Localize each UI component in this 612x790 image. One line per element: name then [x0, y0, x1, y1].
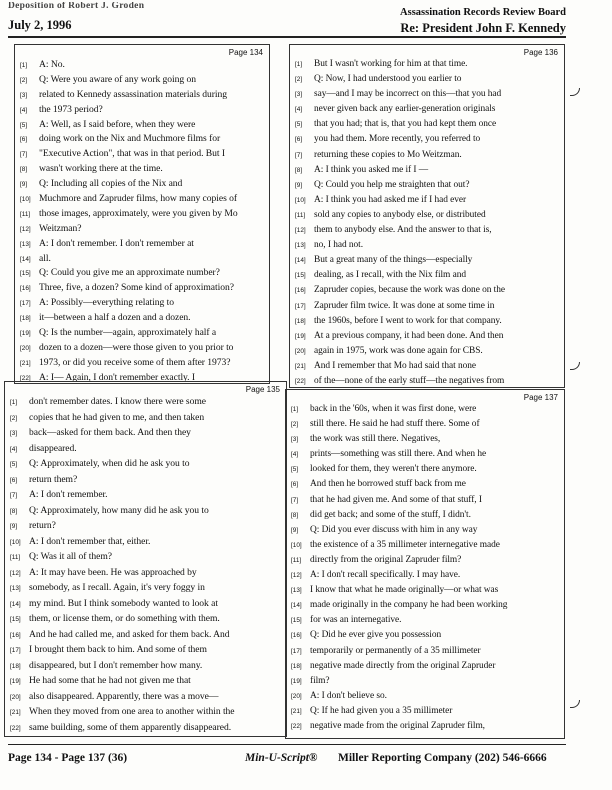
transcript-line — [10, 520, 282, 536]
transcript-line — [291, 449, 560, 464]
transcript-line — [10, 443, 282, 459]
transcript-line — [291, 615, 560, 630]
line-number: [4] — [295, 106, 303, 114]
line-number: [3] — [10, 430, 18, 437]
transcript-line — [291, 419, 560, 434]
line-text: A: I— Again, I don't remember exactly. I — [39, 371, 196, 383]
line-number: [22] — [20, 374, 31, 382]
line-text: directly from the original Zapruder film? — [310, 554, 462, 565]
transcript-lines — [20, 59, 265, 387]
transcript-line — [291, 495, 560, 510]
line-number: [19] — [291, 677, 302, 685]
transcript-line — [10, 598, 282, 614]
transcript-line — [10, 427, 282, 443]
line-number: [21] — [10, 709, 21, 716]
line-text: prints—something was still there. And when he — [310, 449, 487, 460]
transcript-line — [295, 225, 560, 240]
transcript-lines — [291, 404, 560, 736]
line-text: the 1960s, before I went to work for that company. — [314, 315, 502, 326]
line-number: [13] — [10, 585, 21, 592]
transcript-line — [10, 474, 282, 490]
transcript-page-135 — [4, 381, 287, 737]
transcript-line — [20, 148, 265, 163]
line-text: my mind. But I think somebody wanted to look at — [29, 597, 218, 609]
line-text: Q: Could you help me straighten that out? — [314, 179, 470, 190]
line-number: [3] — [20, 91, 28, 99]
min-u-script-brand: Min-U-Script® — [245, 752, 318, 764]
line-text: somebody, as I recall. Again, it's very foggy in — [29, 582, 205, 593]
line-text: Q: Did you ever discuss with him in any way — [310, 524, 478, 535]
transcript-line — [20, 253, 265, 268]
line-number: [14] — [291, 602, 302, 610]
line-text: the work was still there. Negatives, — [310, 434, 441, 445]
line-text: dozen to a dozen—were those given to you prior to — [39, 341, 234, 353]
transcript-line — [291, 691, 560, 706]
line-text: also disappeared. Apparently, there was a move— — [29, 690, 219, 702]
line-text: negative made from the original Zapruder film, — [310, 720, 485, 731]
transcript-line — [295, 134, 560, 149]
line-number: [5] — [20, 121, 28, 129]
transcript-line — [20, 238, 265, 253]
line-number: [13] — [295, 242, 306, 250]
line-text: that he had given me. And some of that stuff, I — [310, 494, 482, 505]
line-number: [18] — [291, 662, 302, 670]
line-text: doing work on the Nix and Muchmore films for — [39, 133, 221, 145]
line-text: again in 1975, work was done again for CBS. — [314, 345, 483, 356]
line-number: [19] — [20, 330, 31, 338]
transcript-line — [291, 706, 560, 721]
transcript-line — [20, 104, 265, 119]
line-number: [15] — [10, 616, 21, 623]
transcript-line — [295, 301, 560, 316]
line-text: the existence of a 35 millimeter internegative made — [310, 539, 500, 550]
transcript-line — [20, 312, 265, 327]
line-text: Q: Approximately, how many did he ask you to — [29, 504, 209, 516]
line-text: back in the '60s, when it was first done, were — [310, 404, 477, 414]
transcript-line — [291, 479, 560, 494]
transcript-line — [295, 150, 560, 165]
transcript-line — [20, 342, 265, 357]
line-text: Q: Was it all of them? — [29, 551, 112, 562]
line-text: A: I don't believe so. — [310, 690, 387, 701]
deposition-date: July 2, 1996 — [8, 18, 72, 32]
transcript-line — [10, 458, 282, 474]
transcript-line — [10, 722, 282, 738]
line-text: still there. He said he had stuff there. Some of — [310, 419, 480, 430]
transcript-line — [10, 660, 282, 676]
transcript-line — [291, 630, 560, 645]
margin-check-mark — [570, 362, 580, 370]
margin-check-mark — [570, 700, 580, 708]
line-text: A: Possibly—everything relating to — [39, 297, 174, 309]
line-number: [11] — [295, 211, 306, 219]
line-text: of the—none of the early stuff—the negatives from — [314, 375, 505, 386]
transcript-line — [295, 89, 560, 104]
transcript-line — [295, 180, 560, 195]
line-text: made originally in the company he had been working — [310, 600, 508, 611]
line-number: [17] — [295, 302, 306, 310]
line-number: [19] — [10, 678, 21, 685]
line-text: And he had called me, and asked for them back. And — [29, 628, 230, 640]
line-number: [1] — [295, 61, 303, 68]
transcript-line — [20, 74, 265, 89]
line-text: Q: Is the number—again, approximately half a — [39, 327, 217, 339]
line-text: back—asked for them back. And then they — [29, 427, 191, 438]
transcript-line — [291, 510, 560, 525]
transcript-line — [10, 536, 282, 552]
line-text: A: No. — [39, 59, 65, 70]
line-number: [8] — [20, 166, 28, 174]
transcript-line — [10, 567, 282, 583]
line-text: you had them. More recently, you referred to — [314, 134, 481, 145]
line-number: [4] — [10, 445, 18, 453]
line-text: did get back; and some of the stuff, I didn't. — [310, 509, 471, 520]
transcript-page-136 — [289, 44, 565, 388]
transcript-line — [20, 193, 265, 208]
transcript-line — [10, 691, 282, 707]
line-number: [9] — [295, 181, 303, 189]
line-text: A: I don't recall specifically. I may have. — [310, 570, 461, 581]
line-text: return them? — [29, 473, 78, 485]
line-number: [15] — [291, 617, 302, 625]
line-number: [1] — [10, 399, 18, 406]
line-number: [2] — [10, 414, 18, 422]
line-text: those images, approximately, were you given by Mo — [39, 207, 238, 219]
transcript-line — [295, 195, 560, 210]
transcript-line — [20, 133, 265, 148]
line-number: [20] — [291, 692, 302, 700]
transcript-line — [295, 270, 560, 285]
transcript-line — [295, 74, 560, 89]
line-text: negative made directly from the original Zapruder — [310, 660, 496, 671]
transcript-line — [295, 255, 560, 270]
line-number: [2] — [295, 76, 303, 84]
line-text: Zapruder copies, because the work was done on the — [314, 285, 505, 296]
line-number: [2] — [20, 76, 28, 84]
line-number: [20] — [20, 344, 31, 352]
transcript-lines — [10, 396, 282, 737]
reporting-company: Miller Reporting Company (202) 546-6666 — [338, 752, 547, 764]
line-text: Muchmore and Zapruder films, how many copies of — [39, 193, 237, 205]
line-number: [17] — [10, 647, 21, 654]
line-text: Q: Approximately, when did he ask you to — [29, 458, 190, 469]
line-text: A: I think you had asked me if I had ever — [314, 194, 467, 205]
transcript-line — [10, 412, 282, 428]
line-number: [9] — [291, 526, 299, 534]
line-number: [22] — [10, 724, 21, 732]
line-number: [16] — [291, 632, 302, 640]
line-number: [18] — [20, 315, 31, 323]
transcript-line — [20, 327, 265, 342]
transcript-line — [20, 282, 265, 297]
transcript-line — [291, 585, 560, 600]
transcript-line — [291, 570, 560, 585]
line-text: When they moved from one area to another within the — [29, 706, 235, 717]
line-number: [7] — [295, 151, 303, 159]
line-number: [4] — [20, 106, 28, 114]
transcript-line — [295, 104, 560, 119]
line-number: [6] — [291, 481, 299, 489]
line-number: [2] — [291, 421, 299, 429]
line-text: Q: Now, I had understood you earlier to — [314, 74, 462, 85]
line-number: [20] — [10, 693, 21, 701]
page-number: Page 135 — [245, 385, 280, 394]
transcript-line — [10, 613, 282, 629]
line-text: looked for them, they weren't there anymore. — [310, 464, 477, 475]
line-number: [15] — [295, 272, 306, 280]
line-text: film? — [310, 675, 330, 686]
line-number: [6] — [20, 136, 28, 144]
line-text: the 1973 period? — [39, 103, 103, 115]
line-text: never given back any earlier-generation originals — [314, 104, 496, 115]
transcript-line — [295, 331, 560, 346]
line-number: [12] — [20, 225, 31, 233]
line-text: temporarily or permanently of a 35 millimeter — [310, 645, 481, 656]
line-text: Q: Could you give me an approximate number? — [39, 267, 220, 279]
line-number: [21] — [291, 707, 302, 715]
line-text: I know that what he made originally—or what was — [310, 585, 499, 596]
transcript-line — [20, 89, 265, 104]
line-number: [10] — [10, 538, 21, 546]
line-text: Q: Did he ever give you possession — [310, 630, 442, 641]
line-number: [18] — [295, 317, 306, 325]
line-number: [10] — [20, 196, 31, 204]
line-number: [4] — [291, 451, 299, 459]
line-text: But a great many of the things—especially — [314, 255, 473, 266]
transcript-line — [20, 178, 265, 193]
line-text: them, or license them, or do something with them. — [29, 613, 220, 624]
transcript-line — [10, 489, 282, 505]
line-number: [10] — [295, 196, 306, 204]
line-number: [5] — [295, 121, 303, 129]
line-text: no, I had not. — [314, 240, 364, 251]
line-text: 1973, or did you receive some of them after 1973? — [39, 356, 231, 368]
transcript-line — [291, 646, 560, 661]
line-number: [14] — [295, 257, 306, 265]
line-text: for was an internegative. — [310, 615, 402, 626]
case-reference: Re: President John F. Kennedy — [400, 21, 566, 35]
line-text: A: I don't remember that, either. — [29, 535, 151, 547]
line-text: returning these copies to Mo Weitzman. — [314, 149, 462, 160]
transcript-page-134 — [14, 44, 270, 384]
transcript-line — [20, 208, 265, 223]
line-text: them to anybody else. And the answer to that is, — [314, 225, 492, 236]
transcript-line — [295, 240, 560, 255]
line-number: [17] — [20, 300, 31, 308]
transcript-line — [10, 675, 282, 691]
line-number: [22] — [291, 722, 302, 730]
header-rule — [8, 36, 566, 38]
line-number: [7] — [291, 496, 299, 504]
line-number: [12] — [291, 572, 302, 580]
line-number: [8] — [10, 507, 18, 515]
line-text: A: I don't remember. — [29, 489, 108, 500]
line-text: Weitzman? — [39, 222, 82, 234]
transcript-line — [10, 551, 282, 567]
transcript-line — [20, 163, 265, 178]
line-number: [15] — [20, 270, 31, 278]
line-text: Q: If he had given you a 35 millimeter — [310, 705, 453, 716]
page-number: Page 136 — [523, 48, 558, 57]
transcript-line — [291, 661, 560, 676]
transcript-line — [291, 600, 560, 615]
line-number: [17] — [291, 647, 302, 655]
transcript-line — [20, 297, 265, 312]
line-text: "Executive Action", that was in that period. But I — [39, 148, 225, 160]
page-number: Page 137 — [523, 393, 558, 402]
line-number: [6] — [295, 136, 303, 144]
line-number: [3] — [291, 436, 299, 444]
margin-check-mark — [570, 88, 580, 96]
transcript-lines — [295, 59, 560, 391]
line-number: [10] — [291, 541, 302, 549]
transcript-line — [295, 285, 560, 300]
line-text: I brought them back to him. And some of them — [29, 644, 207, 655]
transcript-line — [291, 676, 560, 691]
transcript-line — [20, 59, 265, 74]
line-number: [11] — [291, 556, 302, 564]
line-text: At a previous company, it had been done. And then — [314, 330, 504, 341]
line-number: [1] — [20, 62, 28, 69]
transcript-line — [295, 316, 560, 331]
line-text: it—between a half a dozen and a dozen. — [39, 312, 191, 324]
line-text: disappeared, but I don't remember how many. — [29, 659, 203, 671]
line-text: A: I think you asked me if I — — [314, 164, 429, 175]
line-text: all. — [39, 252, 51, 264]
line-number: [7] — [20, 151, 28, 159]
line-text: related to Kennedy assassination materials during — [39, 88, 228, 100]
transcript-line — [295, 346, 560, 361]
line-text: sold any copies to anybody else, or distributed — [314, 209, 486, 220]
line-number: [14] — [20, 255, 31, 263]
line-text: say—and I may be incorrect on this—that you had — [314, 89, 502, 100]
line-number: [1] — [291, 406, 299, 413]
line-text: Zapruder film twice. It was done at some time in — [314, 300, 495, 311]
line-text: A: It may have been. He was approached by — [29, 566, 197, 578]
header-cutoff-line: Deposition of Robert J. Groden — [8, 2, 145, 11]
transcript-line — [20, 223, 265, 238]
line-number: [12] — [295, 227, 306, 235]
line-text: A: I don't remember. I don't remember at — [39, 237, 194, 249]
line-number: [19] — [295, 332, 306, 340]
transcript-line — [291, 434, 560, 449]
transcript-line — [291, 525, 560, 540]
transcript-line — [295, 119, 560, 134]
transcript-line — [291, 721, 560, 736]
line-text: But I wasn't working for him at that time. — [314, 59, 468, 69]
transcript-line — [20, 119, 265, 134]
line-number: [8] — [295, 166, 303, 174]
line-number: [13] — [20, 240, 31, 248]
line-number: [9] — [20, 181, 28, 189]
transcript-line — [10, 582, 282, 598]
transcript-line — [10, 505, 282, 521]
line-text: return? — [29, 520, 56, 531]
transcript-line — [10, 629, 282, 645]
line-number: [9] — [10, 523, 18, 530]
line-number: [13] — [291, 587, 302, 595]
line-number: [20] — [295, 347, 306, 355]
transcript-page-137 — [285, 389, 565, 739]
line-number: [12] — [10, 569, 21, 577]
line-number: [5] — [10, 461, 18, 468]
line-text: don't remember dates. I know there were some — [29, 396, 206, 407]
board-name: Assassination Records Review Board — [400, 7, 566, 18]
line-number: [11] — [20, 210, 31, 218]
transcript-line — [295, 59, 560, 74]
transcript-line — [291, 464, 560, 479]
page-range: Page 134 - Page 137 (36) — [8, 752, 128, 764]
transcript-line — [295, 165, 560, 180]
line-text: Three, five, a dozen? Some kind of approximation? — [39, 282, 234, 294]
line-number: [18] — [10, 662, 21, 670]
line-text: A: Well, as I said before, when they were — [39, 118, 196, 130]
line-text: And then he borrowed stuff back from me — [310, 479, 466, 490]
line-number: [16] — [20, 285, 31, 293]
transcript-line — [291, 404, 560, 419]
footer-rule — [8, 744, 566, 745]
transcript-line — [10, 396, 282, 412]
line-text: that you had; that is, that you had kept them once — [314, 119, 497, 130]
transcript-line — [291, 555, 560, 570]
line-text: disappeared. — [29, 442, 77, 454]
transcript-line — [291, 540, 560, 555]
line-text: dealing, as I recall, with the Nix film and — [314, 270, 466, 281]
line-number: [21] — [20, 359, 31, 367]
transcript-line — [20, 267, 265, 282]
transcript-line — [10, 706, 282, 722]
transcript-line — [10, 644, 282, 660]
line-text: And I remember that Mo had said that none — [314, 360, 476, 371]
line-number: [16] — [295, 287, 306, 295]
line-text: wasn't working there at the time. — [39, 163, 163, 175]
line-number: [21] — [295, 362, 306, 370]
line-text: copies that he had given to me, and then taken — [29, 411, 205, 423]
line-number: [22] — [295, 377, 306, 385]
line-number: [8] — [291, 511, 299, 519]
transcript-line — [295, 361, 560, 376]
line-number: [7] — [10, 492, 18, 499]
line-number: [3] — [295, 91, 303, 99]
line-text: Q: Including all copies of the Nix and — [39, 178, 183, 190]
line-text: same building, some of them apparently disappeared. — [29, 721, 232, 733]
transcript-line — [20, 357, 265, 372]
line-number: [16] — [10, 631, 21, 639]
line-text: Q: Were you aware of any work going on — [39, 73, 197, 85]
line-number: [6] — [10, 476, 18, 484]
page-number: Page 134 — [228, 48, 263, 57]
line-text: He had some that he had not given me that — [29, 675, 191, 686]
line-number: [11] — [10, 554, 21, 561]
transcript-line — [295, 210, 560, 225]
line-number: [14] — [10, 600, 21, 608]
line-number: [5] — [291, 466, 299, 474]
